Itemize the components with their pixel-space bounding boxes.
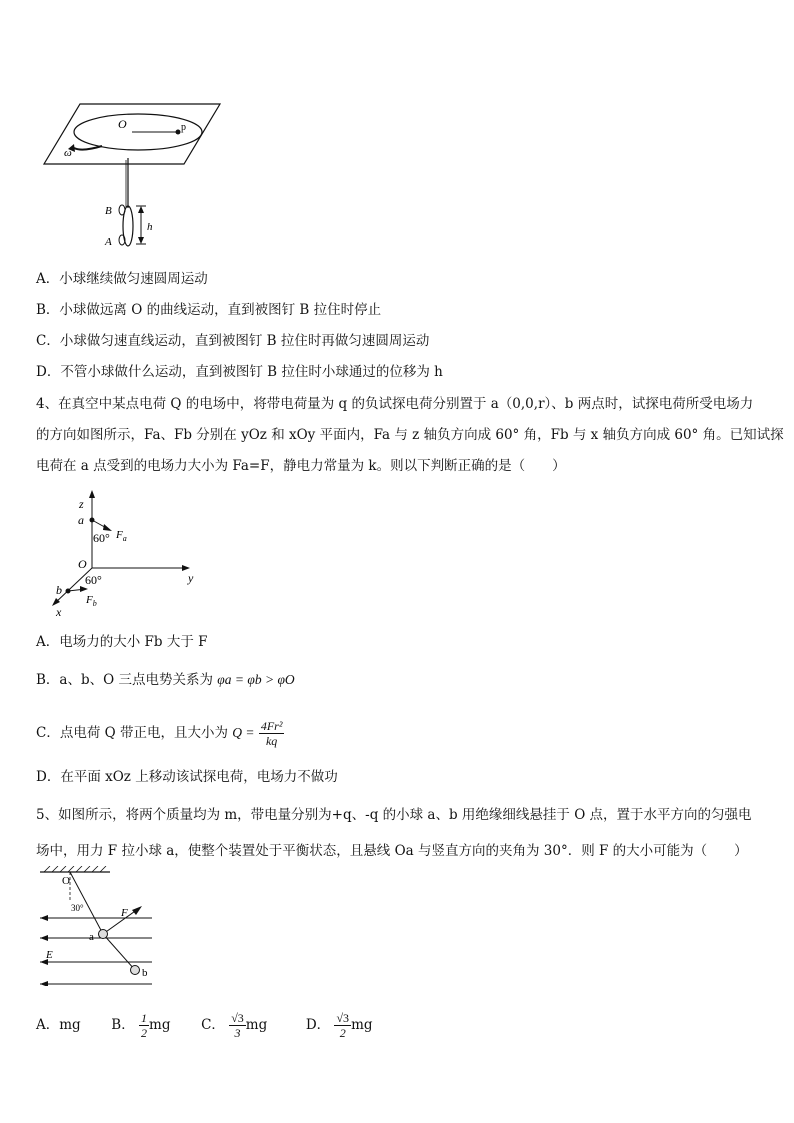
- q5-option-d-fraction: [334, 1011, 351, 1040]
- q5-option-b-fraction: [139, 1011, 149, 1040]
- ceiling-hatch: [44, 866, 106, 872]
- label-z: z: [79, 497, 84, 511]
- q4-option-c: [36, 713, 284, 753]
- q5-option-b-den: 2: [141, 1026, 148, 1040]
- label-a: a: [89, 931, 94, 943]
- q3-option-d: D．不管小球做什么运动，直到被图钉 B 拉住时小球通过的位移为 h: [36, 364, 443, 380]
- q5-option-c-den: 3: [234, 1026, 241, 1040]
- z-arrowhead: [89, 490, 95, 498]
- figure-rotating-plate: [40, 100, 225, 252]
- force-f-arrowhead: [132, 906, 142, 915]
- label-e: E: [46, 949, 53, 961]
- loop: [123, 206, 133, 246]
- label-o: O: [118, 117, 127, 131]
- label-point-a: a: [78, 513, 84, 527]
- ball-p: [176, 130, 181, 135]
- q5-option-b-num: 1: [141, 1011, 148, 1025]
- q4-option-c-denominator: kq: [265, 734, 278, 748]
- q5-option-c-unit: mg: [245, 1017, 268, 1033]
- q3-option-c: C．小球做匀速直线运动，直到被图钉 B 拉住时再做匀速圆周运动: [36, 333, 430, 349]
- label-p: p: [181, 122, 186, 133]
- q5-option-d-unit: mg: [351, 1017, 373, 1033]
- q5-option-b-label: B．: [111, 1017, 135, 1033]
- q5-options: [36, 1000, 373, 1050]
- fa-arrowhead: [103, 524, 112, 531]
- q3-option-a: A．小球继续做匀速圆周运动: [36, 271, 208, 287]
- q4-stem-line3: 电荷在 a 点受到的电场力大小为 Fa=F，静电力常量为 k。则以下判断正确的是（ ）: [36, 458, 566, 474]
- label-point-b: b: [56, 583, 62, 597]
- q4-option-d: D．在平面 xOz 上移动该试探电荷，电场力不做功: [36, 769, 338, 785]
- figure-3d-axes: [48, 488, 208, 620]
- string-ab: [103, 934, 135, 970]
- q5-option-c-label: C．: [201, 1017, 225, 1033]
- label-y: y: [188, 571, 194, 585]
- q4-option-b-math: φa = φb > φO: [217, 672, 295, 687]
- label-x: x: [56, 605, 62, 619]
- label-f: F: [121, 907, 128, 919]
- q5-option-d-num: √3: [336, 1011, 350, 1025]
- q5-stem-line2: 场中，用力 F 拉小球 a，使整个装置处于平衡状态，且悬线 Oa 与竖直方向的夹角为 30°．则 F 的大小可能为（ ）: [36, 843, 748, 859]
- h-arrow-top: [138, 206, 144, 213]
- q5-option-d-den: 2: [339, 1026, 346, 1040]
- ball-a: [99, 930, 108, 939]
- label-angle-b: 60°: [85, 573, 102, 587]
- q4-option-c-fraction: [259, 719, 285, 748]
- q5-option-d-label: D．: [305, 1017, 331, 1033]
- q4-stem-line1: 4、在真空中某点电荷 Q 的电场中，将带电荷量为 q 的负试探电荷分别置于 a（0,0,r）、b 两点时，试探电荷所受电场力: [36, 396, 754, 412]
- h-arrow-bottom: [138, 237, 144, 244]
- q5-option-c-fraction: [229, 1011, 246, 1040]
- label-fb: $F_b$: [86, 594, 97, 608]
- label-b: b: [142, 967, 148, 979]
- q5-option-b-unit: mg: [149, 1017, 171, 1033]
- label-b: B: [105, 205, 112, 217]
- q4-option-b: [36, 671, 295, 689]
- q4-stem-line2: 的方向如图所示，Fa、Fb 分别在 yOz 和 xOy 平面内，Fa 与 z 轴负方向成 60° 角，Fb 与 x 轴负方向成 60° 角。已知试探: [36, 427, 784, 443]
- omega-arrow: [74, 146, 102, 150]
- q3-option-b: B．小球做远离 O 的曲线运动，直到被图钉 B 拉住时停止: [36, 302, 382, 318]
- label-h: h: [147, 221, 153, 233]
- label-a: A: [105, 236, 112, 248]
- q4-option-b-text: B．a、b、O 三点电势关系为: [36, 672, 213, 688]
- q5-stem-line1: 5、如图所示，将两个质量均为 m，带电量分别为+q、-q 的小球 a、b 用绝缘细线悬挂于 O 点，置于水平方向的匀强电: [36, 807, 752, 823]
- q4-option-c-text: C．点电荷 Q 带正电，且大小为: [36, 725, 228, 741]
- q5-option-a: A．mg: [36, 1017, 81, 1033]
- label-angle-a: 60°: [93, 531, 110, 545]
- figure-charged-balls: [36, 866, 160, 986]
- ball-b: [131, 966, 140, 975]
- q4-option-c-lhs: Q =: [232, 725, 255, 740]
- label-angle: 30°: [71, 903, 84, 913]
- q4-option-a: A．电场力的大小 Fb 大于 F: [36, 634, 208, 650]
- label-origin: O: [78, 557, 87, 571]
- label-o: O: [62, 875, 70, 887]
- q5-option-c-num: √3: [231, 1011, 244, 1025]
- q4-option-c-numerator: 4Fr²: [260, 719, 283, 733]
- label-omega: ω: [64, 147, 72, 159]
- label-fa: $F_a$: [116, 529, 127, 543]
